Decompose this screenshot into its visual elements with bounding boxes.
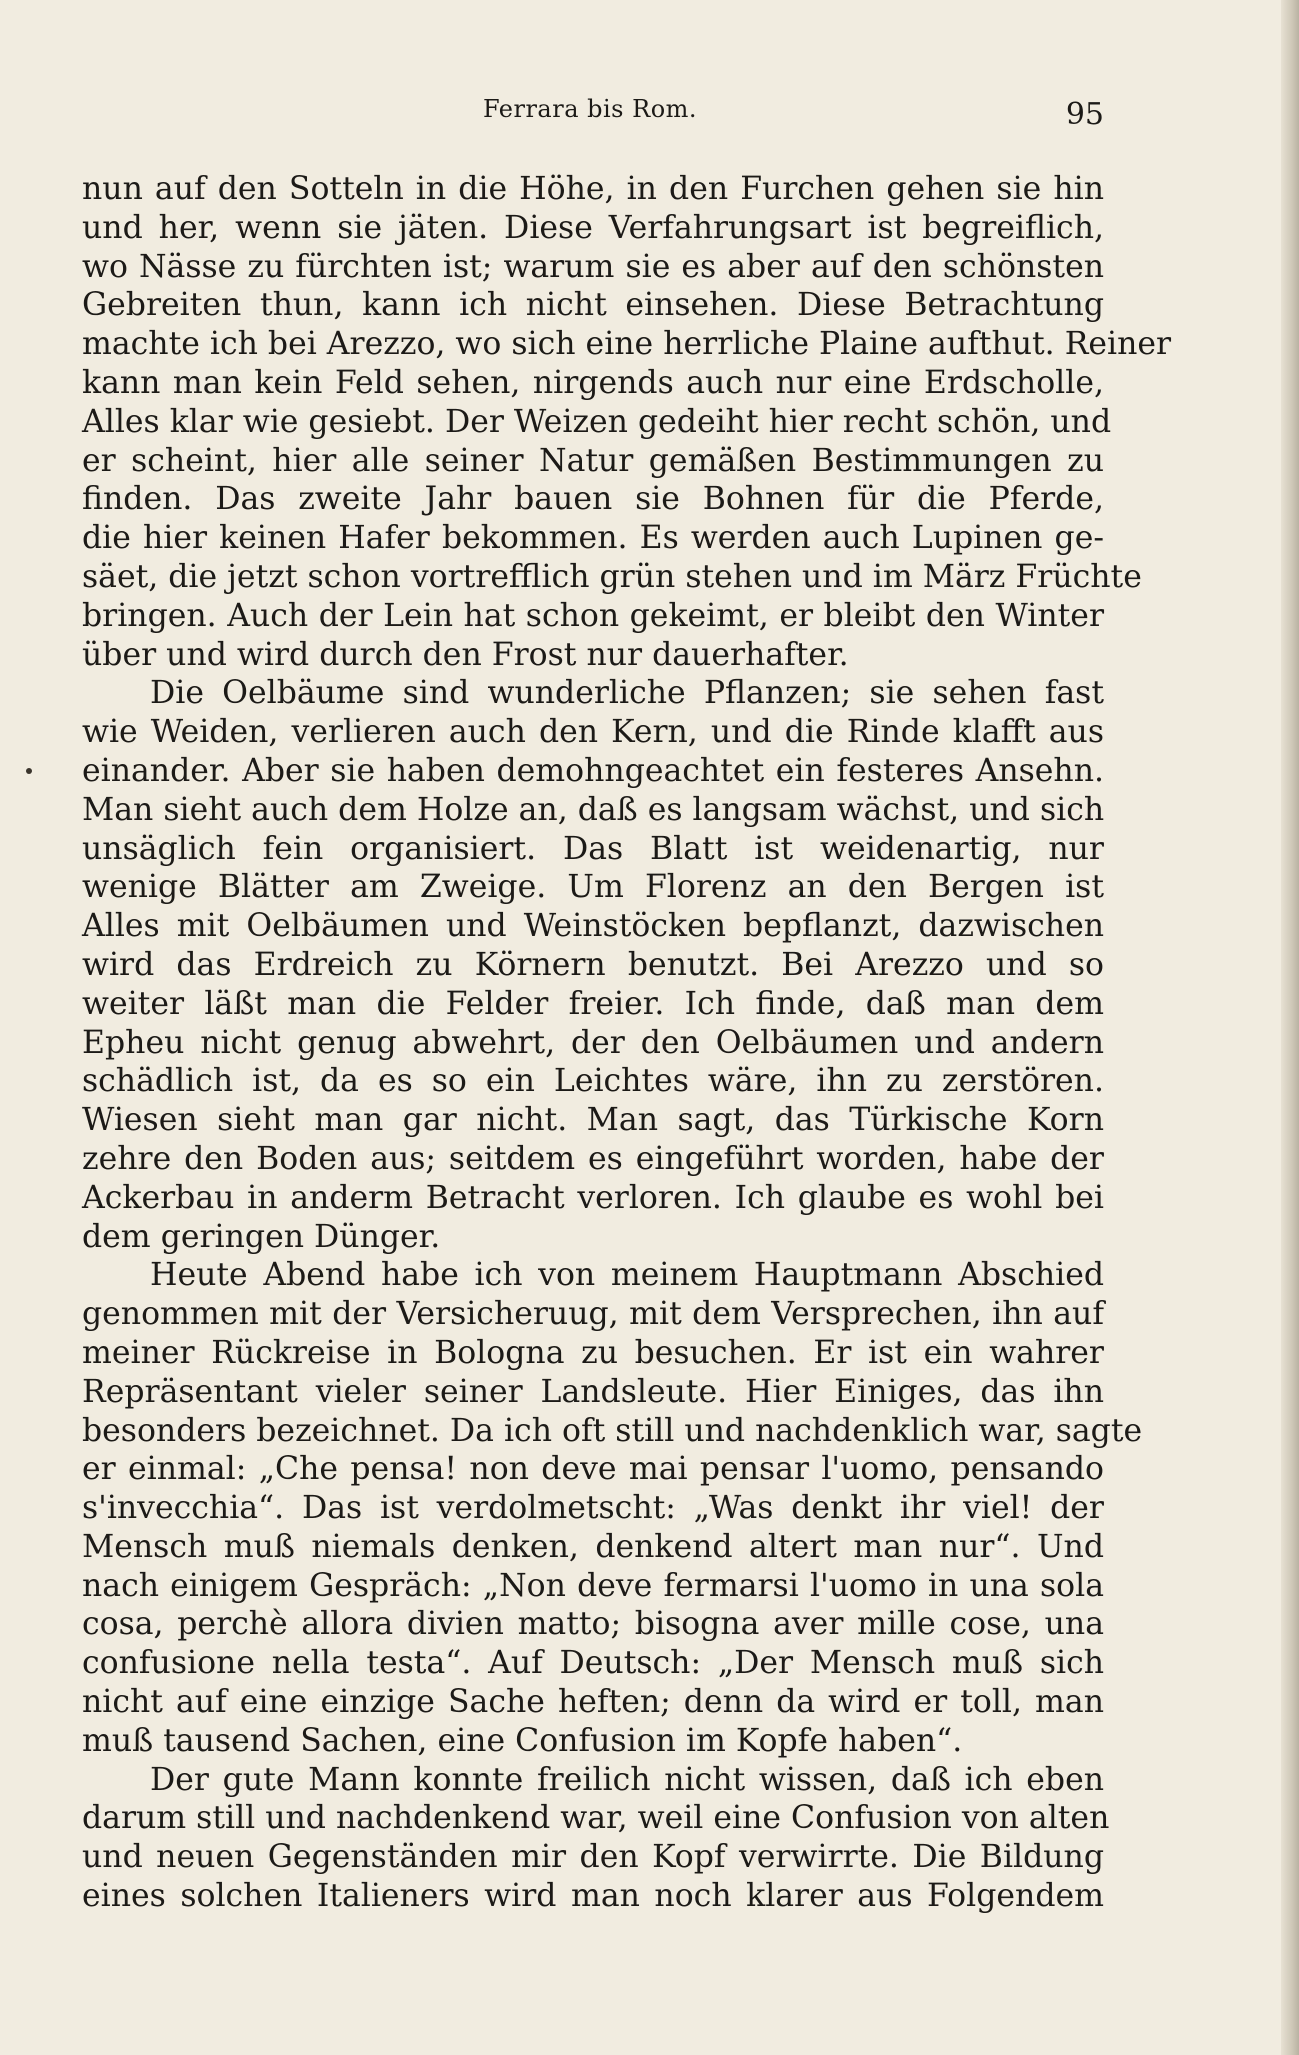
text-line: säet, die jetzt schon vortrefflich grün stehen und im März Früchte [82, 558, 1142, 595]
text-line: bringen. Auch der Lein hat schon gekeimt, er bleibt den Winter [82, 597, 1104, 634]
text-line: einander. Aber sie haben demohngeachtet ein festeres Ansehn. [82, 752, 1104, 789]
text-line: s'invecchia“. Das ist verdolmetscht: „Was denkt ihr viel! der [82, 1490, 1104, 1527]
text-line: nicht auf eine einzige Sache heften; denn da wird er toll, man [82, 1684, 1104, 1721]
text-line: Der gute Mann konnte freilich nicht wissen, daß ich eben [150, 1761, 1104, 1798]
text-line: kann man kein Feld sehen, nirgends auch nur eine Erdscholle, [82, 364, 1104, 401]
text-line: Mensch muß niemals denken, denkend altert man nur“. Und [82, 1528, 1104, 1565]
text-line: Heute Abend habe ich von meinem Hauptmann Abschied [150, 1257, 1104, 1294]
text-line: dem geringen Dünger. [82, 1218, 441, 1255]
text-line: wenige Blätter am Zweige. Um Florenz an den Bergen ist [82, 869, 1104, 906]
text-line: zehre den Boden aus; seitdem es eingeführt worden, habe der [82, 1140, 1104, 1177]
text-line: confusione nella testa“. Auf Deutsch: „Der Mensch muß sich [82, 1645, 1104, 1682]
text-line: Epheu nicht genug abwehrt, der den Oelbäumen und andern [82, 1024, 1104, 1061]
text-line: wird das Erdreich zu Körnern benutzt. Bei Arezzo und so [82, 946, 1104, 983]
text-line: schädlich ist, da es so ein Leichtes wäre, ihn zu zerstören. [82, 1063, 1104, 1100]
text-line: wo Nässe zu fürchten ist; warum sie es aber auf den schönsten [82, 248, 1104, 285]
text-line: cosa, perchè allora divien matto; bisogna aver mille cose, una [82, 1606, 1104, 1643]
text-line: und her, wenn sie jäten. Diese Verfahrungsart ist begreiflich, [82, 209, 1104, 246]
text-line: nach einigem Gespräch: „Non deve fermarsi l'uomo in una sola [82, 1567, 1104, 1604]
text-line: nun auf den Sotteln in die Höhe, in den Furchen gehen sie hin [82, 171, 1104, 207]
text-line: Repräsentant vieler seiner Landsleute. Hier Einiges, das ihn [82, 1373, 1104, 1410]
page-number: 95 [1065, 97, 1104, 132]
text-line: Alles klar wie gesiebt. Der Weizen gedeiht hier recht schön, und [82, 403, 1112, 440]
margin-dot [26, 768, 32, 774]
text-line: Die Oelbäume sind wunderliche Pflanzen; sie sehen fast [150, 675, 1104, 712]
text-line: Man sieht auch dem Holze an, daß es langsam wächst, und sich [82, 791, 1105, 828]
text-line: Wiesen sieht man gar nicht. Man sagt, das Türkische Korn [82, 1102, 1104, 1139]
text-line: wie Weiden, verlieren auch den Kern, und die Rinde klafft aus [82, 714, 1104, 751]
text-line: meiner Rückreise in Bologna zu besuchen. Er ist ein wahrer [82, 1334, 1104, 1371]
text-line: über und wird durch den Frost nur dauerhafter. [82, 636, 849, 673]
text-line: Gebreiten thun, kann ich nicht einsehen. Diese Betrachtung [82, 287, 1104, 324]
text-line: weiter läßt man die Felder freier. Ich finde, daß man dem [82, 985, 1104, 1022]
running-title: Ferrara bis Rom. [482, 95, 698, 123]
body-text [82, 170, 1172, 1916]
text-line: muß tausend Sachen, eine Confusion im Kopfe haben“. [82, 1722, 963, 1759]
text-line: besonders bezeichnet. Da ich oft still und nachdenklich war, sagte [82, 1412, 1143, 1449]
text-line: genommen mit der Versicheruug, mit dem Versprechen, ihn auf [82, 1296, 1104, 1333]
text-line: unsäglich fein organisiert. Das Blatt ist weidenartig, nur [82, 830, 1104, 867]
text-line: darum still und nachdenkend war, weil eine Confusion von alten [82, 1800, 1110, 1837]
text-line: finden. Das zweite Jahr bauen sie Bohnen für die Pferde, [82, 481, 1104, 518]
text-line: er einmal: „Che pensa! non deve mai pensar l'uomo, pensando [82, 1451, 1104, 1488]
text-line: machte ich bei Arezzo, wo sich eine herrliche Plaine aufthut. Reiner [82, 326, 1172, 363]
text-line: er scheint, hier alle seiner Natur gemäßen Bestimmungen zu [82, 442, 1104, 479]
text-line: und neuen Gegenständen mir den Kopf verwirrte. Die Bildung [82, 1839, 1104, 1876]
page-header [80, 95, 1104, 135]
text-line: die hier keinen Hafer bekommen. Es werden auch Lupinen ge- [82, 520, 1104, 557]
text-line: eines solchen Italieners wird man noch klarer aus Folgendem [82, 1878, 1104, 1915]
text-line: Ackerbau in anderm Betracht verloren. Ich glaube es wohl bei [82, 1179, 1104, 1216]
text-line: Alles mit Oelbäumen und Weinstöcken bepflanzt, dazwischen [82, 908, 1104, 945]
page-edge-shadow [1281, 0, 1299, 2055]
